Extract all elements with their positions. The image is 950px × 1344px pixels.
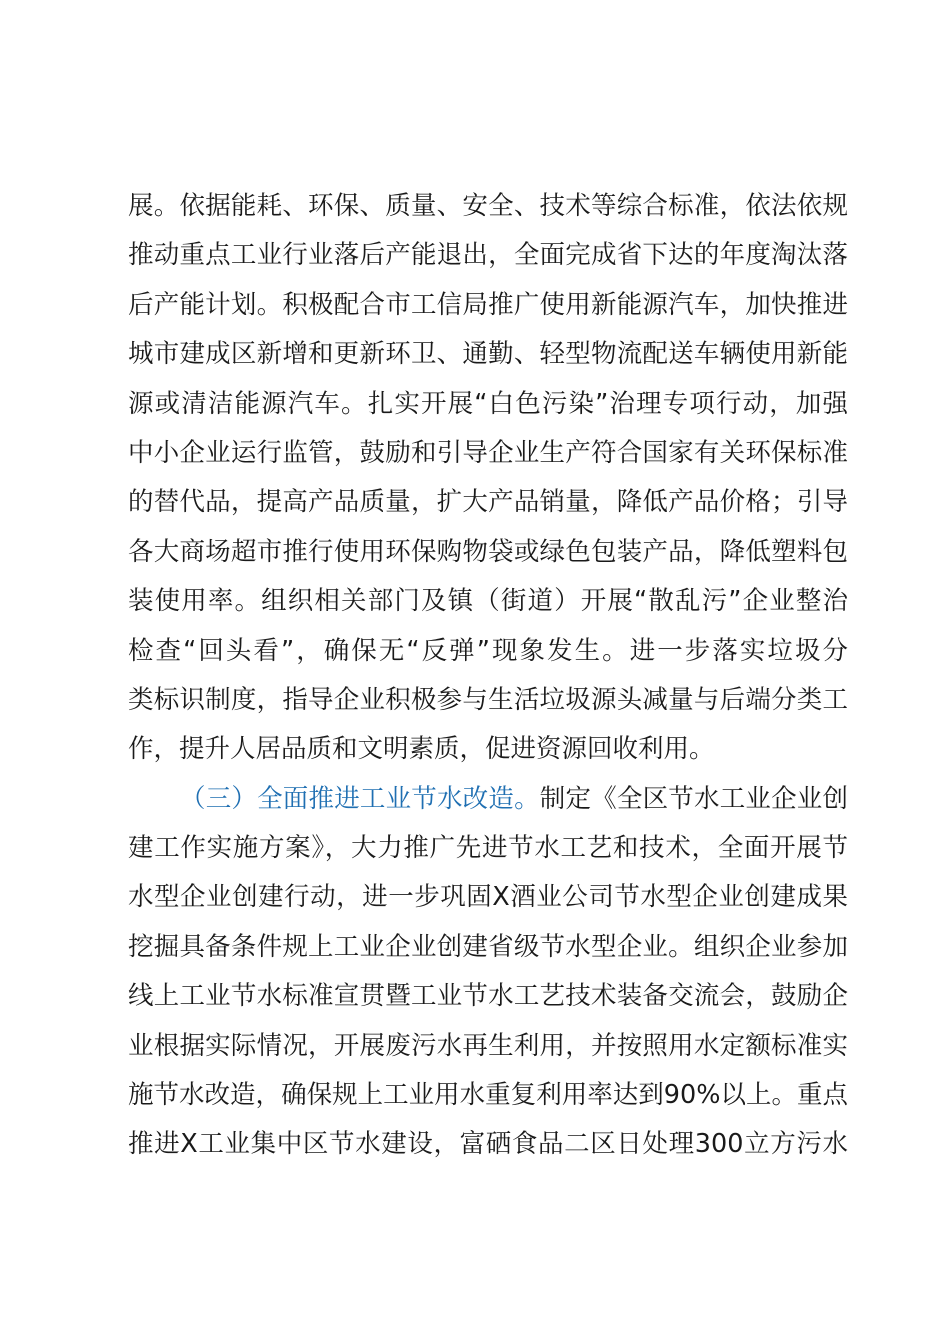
paragraph-1-line-9: 装使用率。组织相关部门及镇（街道）开展“散乱污”企业整治 [128, 586, 848, 617]
paragraph-2-line-7: 施节水改造，确保规上工业用水重复利用率达到90%以上。重点 [128, 1080, 848, 1111]
paragraph-1-line-12: 作，提升人居品质和文明素质，促进资源回收利用。 [128, 734, 715, 765]
paragraph-1-line-7: 的替代品，提高产品质量，扩大产品销量，降低产品价格；引导 [128, 487, 848, 518]
paragraph-1-line-1: 展。依据能耗、环保、质量、安全、技术等综合标准，依法依规 [128, 191, 848, 221]
paragraph-2-line-5: 线上工业节水标准宣贯暨工业节水工艺技术装备交流会，鼓励企 [128, 981, 848, 1012]
paragraph-1-line-10: 检查“回头看”，确保无“反弹”现象发生。进一步落实垃圾分 [128, 635, 848, 666]
paragraph-2-line-3: 水型企业创建行动，进一步巩固X酒业公司节水型企业创建成果 [128, 882, 848, 913]
paragraph-2-line-1 [128, 775, 848, 824]
paragraph-1-line-8: 各大商场超市推行使用环保购物袋或绿色包装产品，降低塑料包 [128, 536, 848, 567]
paragraph-2-line-8: 推进X工业集中区节水建设，富硒食品二区日处理300立方污水 [128, 1129, 848, 1160]
paragraph-2-line-6: 业根据实际情况，开展废污水再生利用，并按照用水定额标准实 [128, 1030, 848, 1061]
section-heading: （三）全面推进工业节水改造。 [180, 783, 540, 814]
paragraph-1-line-5: 源或清洁能源汽车。扎实开展“白色污染”治理专项行动，加强 [128, 388, 848, 419]
paragraph-2-line-4: 挖掘具备条件规上工业企业创建省级节水型企业。组织企业参加 [128, 931, 848, 962]
paragraph-1-line-3: 后产能计划。积极配合市工信局推广使用新能源汽车，加快推进 [128, 289, 848, 320]
paragraph-2-line-1-text: 制定《全区节水工业企业创 [539, 783, 848, 814]
document-body [128, 182, 848, 1170]
paragraph-1-line-2: 推动重点工业行业落后产能退出，全面完成省下达的年度淘汰落 [128, 240, 848, 271]
paragraph-1-line-11: 类标识制度，指导企业积极参与生活垃圾源头减量与后端分类工 [128, 684, 848, 715]
paragraph-2-line-2: 建工作实施方案》，大力推广先进节水工艺和技术，全面开展节 [128, 833, 848, 864]
paragraph-1-line-4: 城市建成区新增和更新环卫、通勤、轻型物流配送车辆使用新能 [128, 339, 848, 370]
paragraph-1-line-6: 中小企业运行监管，鼓励和引导企业生产符合国家有关环保标准 [128, 437, 848, 468]
